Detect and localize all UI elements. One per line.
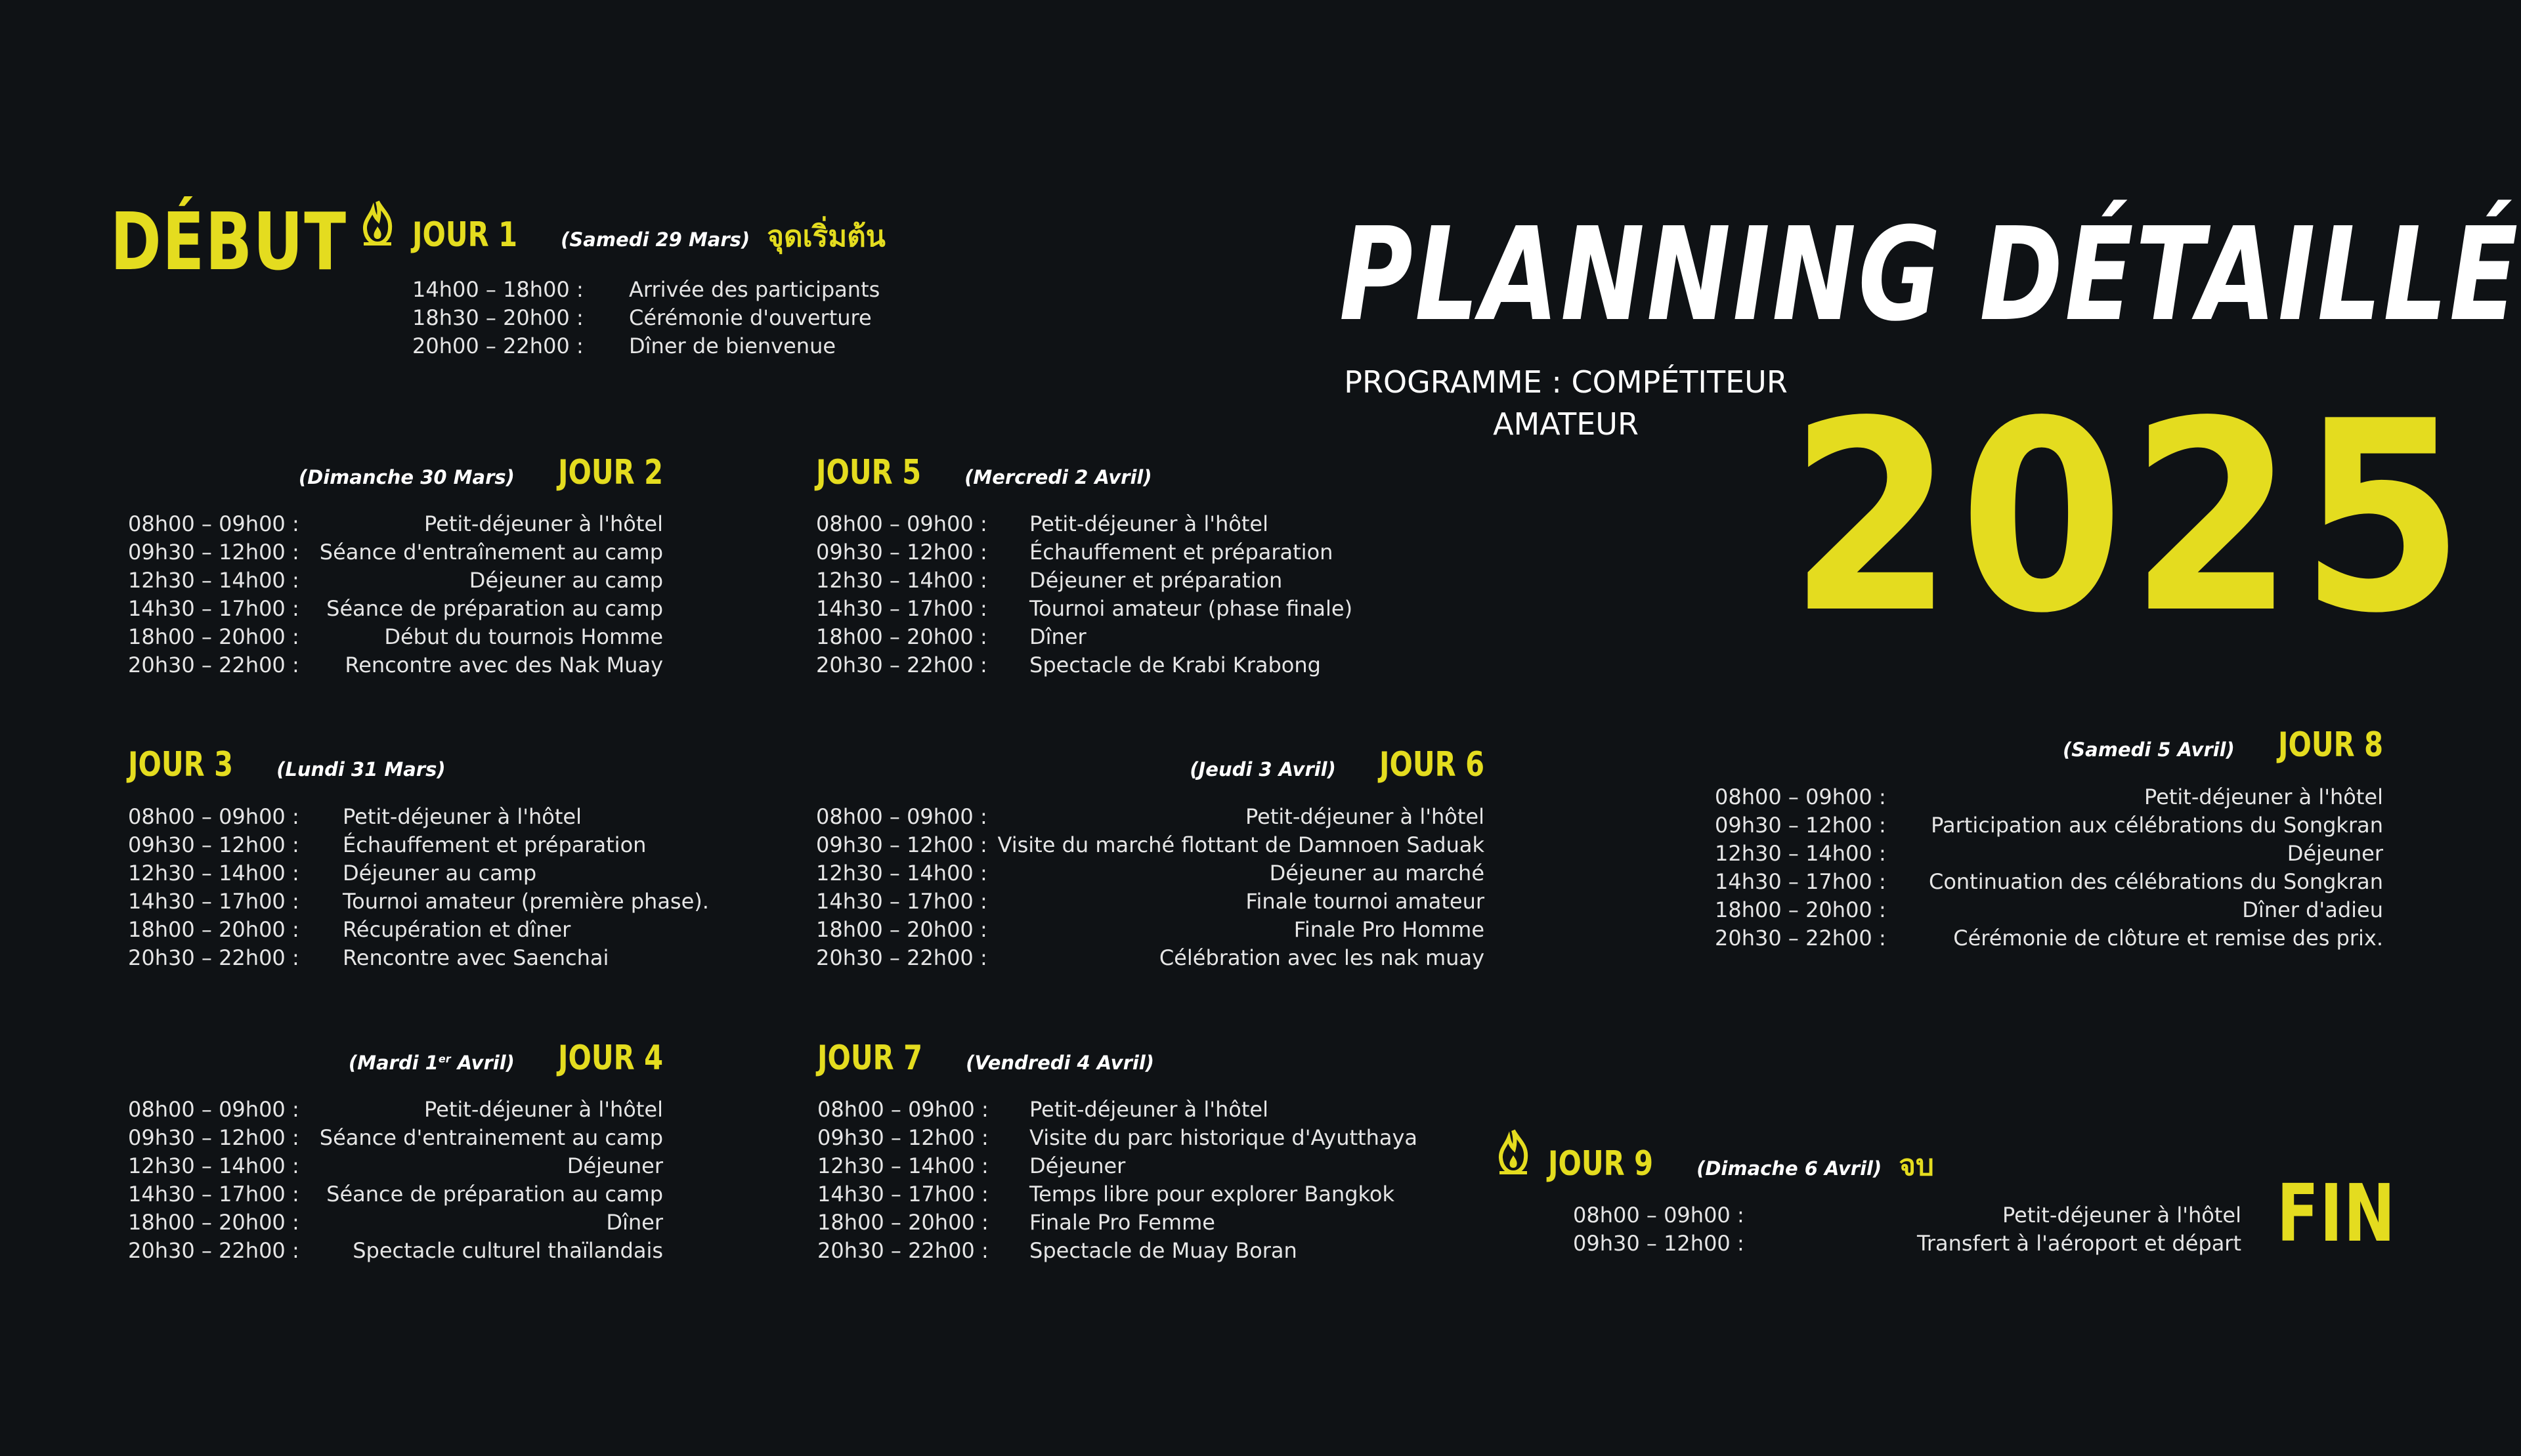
schedule-row	[412, 276, 924, 304]
year-2025: 2025	[1789, 366, 2470, 671]
time-range: 20h30 – 22h00 :	[128, 1238, 299, 1263]
start-label: DÉBUT	[110, 197, 347, 288]
time-range: 08h00 – 09h00 :	[128, 511, 299, 536]
activity: Spectacle culturel thaïlandais	[353, 1238, 663, 1263]
schedule-row	[817, 1180, 1408, 1209]
day-6-schedule	[816, 803, 1484, 972]
day-5-schedule	[816, 510, 1407, 679]
day-2-label: JOUR 2	[557, 453, 663, 492]
schedule-row	[1715, 783, 2383, 811]
time-range: 12h30 – 14h00 :	[128, 1153, 299, 1178]
activity: Dîner	[606, 1210, 663, 1235]
time-range: 18h00 – 20h00 :	[817, 1210, 989, 1235]
time-range: 12h30 – 14h00 :	[128, 568, 299, 593]
schedule-row	[1573, 1201, 2241, 1230]
activity: Finale Pro Femme	[1029, 1210, 1215, 1235]
time-range: 14h30 – 17h00 :	[816, 596, 987, 621]
subtitle-line-1: PROGRAMME : COMPÉTITEUR	[1344, 364, 1788, 400]
schedule-row	[817, 1096, 1408, 1124]
day-8-schedule	[1715, 783, 2383, 953]
time-range: 08h00 – 09h00 :	[817, 1097, 989, 1122]
time-range: 20h30 – 22h00 :	[128, 945, 299, 970]
time-range: 09h30 – 12h00 :	[816, 540, 987, 565]
time-range: 12h30 – 14h00 :	[816, 568, 987, 593]
day-3-schedule	[128, 803, 719, 972]
activity: Petit-déjeuner à l'hôtel	[1029, 511, 1268, 536]
activity: Séance d'entraînement au camp	[319, 540, 663, 565]
activity: Finale tournoi amateur	[1245, 889, 1484, 914]
day-1-date: (Samedi 29 Mars)	[561, 228, 750, 251]
activity: Rencontre avec Saenchai	[343, 945, 609, 970]
time-range: 12h30 – 14h00 :	[816, 861, 987, 886]
day-8-label: JOUR 8	[2277, 725, 2383, 765]
time-range: 09h30 – 12h00 :	[128, 832, 299, 857]
schedule-row	[816, 916, 1484, 944]
time-range: 08h00 – 09h00 :	[128, 1097, 299, 1122]
time-range: 08h00 – 09h00 :	[816, 511, 987, 536]
schedule-row	[1715, 811, 2383, 840]
schedule-row	[128, 803, 719, 831]
time-range: 09h30 – 12h00 :	[816, 832, 987, 857]
activity: Petit-déjeuner à l'hôtel	[424, 1097, 663, 1122]
schedule-row	[128, 888, 719, 916]
schedule-row	[817, 1152, 1408, 1180]
time-range: 14h30 – 17h00 :	[1715, 869, 1886, 894]
day-5-label: JOUR 5	[816, 453, 922, 492]
schedule-row	[816, 651, 1407, 679]
schedule-row	[816, 859, 1484, 888]
schedule-row	[412, 332, 924, 360]
time-range: 08h00 – 09h00 :	[816, 804, 987, 829]
time-range: 14h30 – 17h00 :	[816, 889, 987, 914]
activity: Récupération et dîner	[343, 917, 571, 942]
time-range: 20h30 – 22h00 :	[128, 653, 299, 677]
schedule-row	[128, 1237, 663, 1265]
activity: Début du tournois Homme	[384, 624, 663, 649]
activity: Visite du marché flottant de Damnoen Saduak	[997, 832, 1484, 857]
activity: Petit-déjeuner à l'hôtel	[1029, 1097, 1268, 1122]
flame-icon	[1496, 1129, 1531, 1175]
time-range: 18h00 – 20h00 :	[128, 1210, 299, 1235]
activity: Dîner d'adieu	[2242, 897, 2383, 922]
schedule-row	[817, 1124, 1417, 1152]
day-7-label: JOUR 7	[817, 1038, 923, 1078]
schedule-row	[128, 1152, 663, 1180]
activity: Petit-déjeuner à l'hôtel	[2002, 1203, 2241, 1228]
time-range: 09h30 – 12h00 :	[128, 1125, 299, 1150]
day-4-schedule	[128, 1096, 663, 1265]
day-9-thai: จบ	[1899, 1149, 1934, 1182]
activity: Transfert à l'aéroport et départ	[1917, 1231, 2241, 1256]
time-range: 09h30 – 12h00 :	[128, 540, 299, 565]
time-range: 09h30 – 12h00 :	[1573, 1231, 1744, 1256]
time-range: 09h30 – 12h00 :	[1715, 813, 1886, 838]
time-range: 14h00 – 18h00 :	[412, 277, 584, 302]
time-range: 08h00 – 09h00 :	[128, 804, 299, 829]
schedule-row	[128, 859, 719, 888]
time-range: 14h30 – 17h00 :	[128, 889, 299, 914]
schedule-row	[1715, 868, 2383, 896]
activity: Cérémonie d'ouverture	[629, 305, 872, 330]
time-range: 18h00 – 20h00 :	[128, 917, 299, 942]
schedule-row	[817, 1209, 1408, 1237]
time-range: 08h00 – 09h00 :	[1573, 1203, 1744, 1228]
schedule-row	[816, 888, 1484, 916]
day-9-date: (Dimache 6 Avril)	[1696, 1157, 1882, 1180]
time-range: 14h30 – 17h00 :	[817, 1182, 989, 1207]
day-7-date: (Vendredi 4 Avril)	[966, 1052, 1155, 1074]
schedule-row	[816, 595, 1407, 623]
schedule-row	[412, 304, 924, 332]
day-2-date: (Dimanche 30 Mars)	[298, 466, 515, 488]
activity: Échauffement et préparation	[343, 832, 647, 857]
schedule-row	[816, 831, 1484, 859]
day-6-date: (Jeudi 3 Avril)	[1190, 758, 1336, 781]
time-range: 08h00 – 09h00 :	[1715, 784, 1886, 809]
activity: Petit-déjeuner à l'hôtel	[424, 511, 663, 536]
activity: Déjeuner au marché	[1269, 861, 1484, 886]
schedule-row	[128, 1124, 663, 1152]
schedule-row	[128, 595, 663, 623]
flame-icon	[360, 200, 395, 246]
schedule-row	[128, 944, 719, 972]
activity: Rencontre avec des Nak Muay	[345, 653, 663, 677]
time-range: 18h00 – 20h00 :	[816, 917, 987, 942]
activity: Petit-déjeuner à l'hôtel	[1245, 804, 1484, 829]
time-range: 14h30 – 17h00 :	[128, 1182, 299, 1207]
activity: Arrivée des participants	[629, 277, 880, 302]
day-4-date: (Mardi 1er Avril)	[348, 1052, 515, 1074]
time-range: 12h30 – 14h00 :	[1715, 841, 1886, 866]
schedule-row	[816, 623, 1407, 651]
time-range: 12h30 – 14h00 :	[128, 861, 299, 886]
day-3-label: JOUR 3	[128, 745, 234, 784]
page-title: PLANNING DÉTAILLÉ	[1339, 200, 2520, 350]
time-range: 09h30 – 12h00 :	[817, 1125, 989, 1150]
activity: Finale Pro Homme	[1293, 917, 1484, 942]
day-4-label: JOUR 4	[557, 1038, 663, 1078]
activity: Séance d'entrainement au camp	[319, 1125, 663, 1150]
schedule-row	[1715, 840, 2383, 868]
time-range: 20h30 – 22h00 :	[817, 1238, 989, 1263]
activity: Déjeuner	[2287, 841, 2383, 866]
activity: Tournoi amateur (phase finale)	[1029, 596, 1353, 621]
activity: Dîner de bienvenue	[629, 333, 836, 358]
day-9-label: JOUR 9	[1548, 1144, 1654, 1184]
schedule-row	[1573, 1230, 2241, 1258]
schedule-row	[1715, 896, 2383, 924]
time-range: 18h00 – 20h00 :	[128, 624, 299, 649]
time-range: 20h00 – 22h00 :	[412, 333, 584, 358]
activity: Spectacle de Muay Boran	[1029, 1238, 1297, 1263]
schedule-row	[816, 803, 1484, 831]
activity: Déjeuner	[567, 1153, 663, 1178]
activity: Déjeuner au camp	[469, 568, 663, 593]
schedule-row	[128, 916, 719, 944]
schedule-row	[128, 651, 663, 679]
schedule-row	[128, 1209, 663, 1237]
time-range: 18h00 – 20h00 :	[1715, 897, 1886, 922]
day-1-schedule	[412, 276, 924, 360]
schedule-row	[816, 944, 1484, 972]
end-label: FIN	[2277, 1168, 2396, 1260]
schedule-row	[816, 510, 1407, 538]
schedule-row	[128, 1180, 663, 1209]
day-9-schedule	[1573, 1201, 2241, 1258]
time-range: 14h30 – 17h00 :	[128, 596, 299, 621]
schedule-row	[1715, 924, 2383, 953]
day-6-label: JOUR 6	[1379, 745, 1484, 784]
day-1-label: JOUR 1	[412, 215, 518, 255]
activity: Temps libre pour explorer Bangkok	[1029, 1182, 1394, 1207]
day-5-date: (Mercredi 2 Avril)	[964, 466, 1152, 488]
time-range: 12h30 – 14h00 :	[817, 1153, 989, 1178]
activity: Séance de préparation au camp	[326, 1182, 663, 1207]
day-7-schedule	[817, 1096, 1417, 1265]
day-3-date: (Lundi 31 Mars)	[276, 758, 446, 781]
activity: Déjeuner	[1029, 1153, 1126, 1178]
time-range: 18h00 – 20h00 :	[816, 624, 987, 649]
time-range: 20h30 – 22h00 :	[816, 945, 987, 970]
day-2-schedule	[128, 510, 663, 679]
time-range: 18h30 – 20h00 :	[412, 305, 584, 330]
activity: Célébration avec les nak muay	[1159, 945, 1484, 970]
activity: Participation aux célébrations du Songkran	[1931, 813, 2383, 838]
day-8-date: (Samedi 5 Avril)	[2063, 739, 2235, 761]
schedule-row	[128, 538, 663, 567]
subtitle-line-2: AMATEUR	[1493, 406, 1639, 442]
activity: Continuation des célébrations du Songkran	[1928, 869, 2383, 894]
activity: Spectacle de Krabi Krabong	[1029, 653, 1321, 677]
schedule-row	[128, 1096, 663, 1124]
activity: Échauffement et préparation	[1029, 540, 1333, 565]
schedule-row	[816, 538, 1407, 567]
activity: Petit-déjeuner à l'hôtel	[2144, 784, 2383, 809]
activity: Tournoi amateur (première phase).	[343, 889, 709, 914]
activity: Cérémonie de clôture et remise des prix.	[1953, 926, 2383, 951]
time-range: 20h30 – 22h00 :	[1715, 926, 1886, 951]
schedule-row	[816, 567, 1407, 595]
schedule-row	[128, 510, 663, 538]
schedule-row	[817, 1237, 1408, 1265]
schedule-row	[128, 831, 719, 859]
activity: Visite du parc historique d'Ayutthaya	[1029, 1125, 1417, 1150]
day-1-thai: จุดเริ่มต้น	[767, 220, 886, 253]
activity: Dîner	[1029, 624, 1087, 649]
activity: Déjeuner et préparation	[1029, 568, 1283, 593]
schedule-row	[128, 567, 663, 595]
activity: Déjeuner au camp	[343, 861, 537, 886]
activity: Séance de préparation au camp	[326, 596, 663, 621]
schedule-row	[128, 623, 663, 651]
subtitle	[1336, 361, 1796, 445]
activity: Petit-déjeuner à l'hôtel	[343, 804, 582, 829]
time-range: 20h30 – 22h00 :	[816, 653, 987, 677]
